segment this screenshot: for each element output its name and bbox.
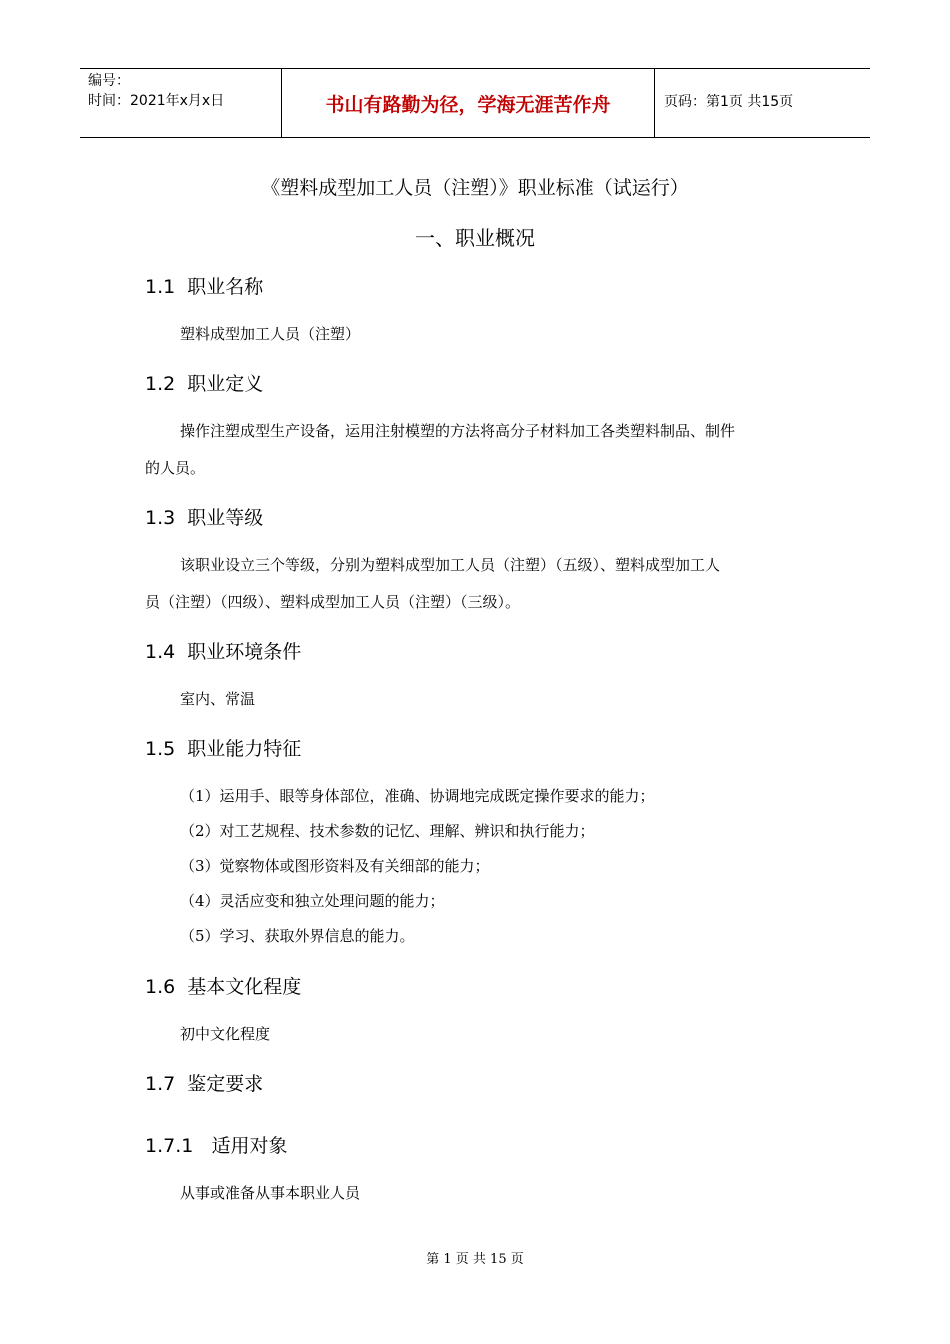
section-paragraph: 从事或准备从事本职业人员	[180, 1184, 361, 1202]
chapter-heading: 一、职业概况	[415, 226, 535, 250]
header-divider	[654, 69, 655, 137]
document-title: 《塑料成型加工人员（注塑）》职业标准（试运行）	[261, 177, 689, 199]
page-footer: 第 1 页 共 15 页	[426, 1252, 524, 1267]
section-heading: 1.2 职业定义	[145, 373, 264, 395]
ability-list-item: （3）觉察物体或图形资料及有关细部的能力；	[180, 857, 490, 875]
header-meta	[88, 71, 224, 111]
section-paragraph: 该职业设立三个等级，分别为塑料成型加工人员（注塑）（五级）、塑料成型加工人	[180, 556, 721, 574]
section-paragraph: 塑料成型加工人员（注塑）	[180, 325, 361, 343]
section-heading: 1.3 职业等级	[145, 507, 264, 529]
section-paragraph: 操作注塑成型生产设备，运用注射模塑的方法将高分子材料加工各类塑料制品、制件	[180, 422, 736, 440]
section-paragraph: 员（注塑）（四级）、塑料成型加工人员（注塑）（三级）。	[145, 593, 521, 611]
section-paragraph: 室内、常温	[180, 690, 256, 708]
section-paragraph: 初中文化程度	[180, 1025, 271, 1043]
subsection-heading: 1.7.1 适用对象	[145, 1135, 288, 1157]
header-time-label: 时间：2021年x月x日	[88, 93, 225, 109]
header-page-info: 页码：第1页 共15页	[664, 94, 794, 110]
page-header	[80, 68, 870, 138]
section-heading: 1.5 职业能力特征	[145, 738, 302, 760]
ability-list-item: （2）对工艺规程、技术参数的记忆、理解、辨识和执行能力；	[180, 822, 595, 840]
section-heading: 1.6 基本文化程度	[145, 976, 302, 998]
section-heading: 1.1 职业名称	[145, 276, 264, 298]
section-heading: 1.7 鉴定要求	[145, 1073, 264, 1095]
ability-list-item: （5）学习、获取外界信息的能力。	[180, 927, 415, 945]
section-paragraph: 的人员。	[145, 459, 206, 477]
ability-list-item: （1）运用手、眼等身体部位，准确、协调地完成既定操作要求的能力；	[180, 787, 655, 805]
ability-list-item: （4）灵活应变和独立处理问题的能力；	[180, 892, 445, 910]
header-motto: 书山有路勤为径，学海无涯苦作舟	[325, 93, 611, 116]
header-code-label: 编号：	[88, 73, 130, 89]
section-heading: 1.4 职业环境条件	[145, 641, 302, 663]
